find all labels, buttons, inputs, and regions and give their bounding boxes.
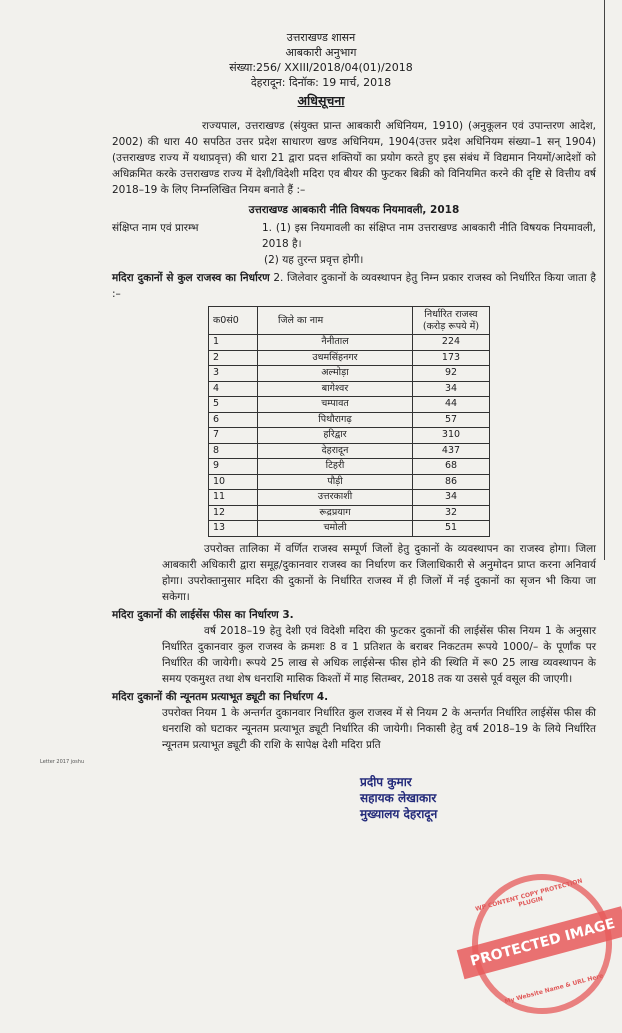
revenue-cell: 437 <box>413 443 490 459</box>
watermark-top-text: WP CONTENT COPY PROTECTION PLUGIN <box>474 877 584 913</box>
revenue-cell: 224 <box>413 335 490 351</box>
table-row <box>209 443 490 459</box>
rules-title: उत्तराखण्ड आबकारी नीति विषयक नियमावली, 2018 <box>248 204 460 216</box>
rule3-text: वर्ष 2018–19 हेतु देशी एवं विदेशी मदिरा की फुटकर दुकानों की लाईसेंस फीस नियम 1 के अनुसार निर्धारित दुकानवार कुल राजस्व के क्रमशः 8 व 1 प्रतिशत के बराबर निकटतम रूपये 1000/– के पूर्णांक पर निर्धारित की जायेगी। रूपये 25 लाख से अधिक लाईसेन्स फीस होने की स्थिति में रू0 25 लाख व्यवस्थापन के समय एकमुश्त तथा शेष धनराशि मासिक किश्तों में माह सितम्बर, 2018 तक या उससे पूर्व वसूल की जाएगी। <box>162 624 596 685</box>
rule1 <box>112 220 596 268</box>
rule1-side-heading: संक्षिप्त नाम एवं प्रारम्भ <box>112 222 199 234</box>
table-row <box>209 397 490 413</box>
table-row <box>209 474 490 490</box>
table-row <box>209 490 490 506</box>
revenue-cell: 51 <box>413 521 490 537</box>
district-cell: पिथौरागढ़ <box>258 412 413 428</box>
rule4-heading: मदिरा दुकानों की न्यूनतम प्रत्याभूत ड्यूटी का निर्धारण 4. <box>112 690 329 703</box>
header-revenue: निर्धारित राजस्व (करोड़ रूपये में) <box>413 307 490 335</box>
signatory-designation: सहायक लेखाकार <box>360 790 437 805</box>
serial-cell: 13 <box>209 521 258 537</box>
district-cell: देहरादून <box>258 443 413 459</box>
district-cell: चमोली <box>258 521 413 537</box>
page-title: अधिसूचना <box>297 93 345 108</box>
rule3-heading: मदिरा दुकानों की लाईसेंस फीस का निर्धारण 3. <box>112 608 294 621</box>
district-cell: टिहरी <box>258 459 413 475</box>
govt-name: उत्तराखण्ड शासन <box>286 31 356 44</box>
revenue-cell: 173 <box>413 350 490 366</box>
header-district: जिले का नाम <box>258 307 413 335</box>
rule1-text: 1. (1) इस नियमावली का संक्षिप्त नाम उत्तराखण्ड आबकारी नीति विषयक नियमावली, 2018 है। <box>262 222 596 250</box>
document-body <box>40 118 596 822</box>
table-row <box>209 459 490 475</box>
table-row <box>209 350 490 366</box>
signatory-name: प्रदीप कुमार <box>360 774 412 789</box>
district-cell: बागेश्वर <box>258 381 413 397</box>
serial-cell: 2 <box>209 350 258 366</box>
table-row <box>209 428 490 444</box>
document-header <box>20 30 622 110</box>
revenue-table <box>208 306 490 537</box>
reference-number: संख्या:256/ XXIII/2018/04(01)/2018 <box>229 61 413 74</box>
rule2-paragraph <box>112 270 596 302</box>
revenue-cell: 34 <box>413 490 490 506</box>
table-row <box>209 412 490 428</box>
revenue-cell: 92 <box>413 366 490 382</box>
header-serial: क0सं0 <box>209 307 258 335</box>
rule4-text: उपरोक्त नियम 1 के अन्तर्गत दुकानवार निर्धारित कुल राजस्व में से नियम 2 के अन्तर्गत निर्धारित लाईसेंस फीस की धनराशि को घटाकर न्यूनतम प्रत्याभूत ड्यूटी निर्धारित की जायेगी। निकासी हेतु वर्ष 2018–19 के लिये निर्धारित न्यूनतम प्रत्याभूत ड्यूटी की राशि के सापेक्ष देशी मदिरा प्रति <box>162 706 596 751</box>
rule2-after-table: उपरोक्त तालिका में वर्णित राजस्व सम्पूर्ण जिलों हेतु दुकानों के व्यवस्थापन का राजस्व होगा। जिला आबकारी अधिकारी द्वारा समूह/दुकानवार राजस्व का निर्धारण कर जिलाधिकारी से अनुमोदन प्राप्त करना अनिवार्य होगा। उपरोक्तानुसार मदिरा की दुकानों के निर्धारित राजस्व में ही जिलों में नई दुकानों का सृजन भी किया जा सकेगा। <box>162 542 596 603</box>
serial-cell: 8 <box>209 443 258 459</box>
serial-cell: 12 <box>209 505 258 521</box>
rule2-heading: मदिरा दुकानों से कुल राजस्व का निर्धारण <box>112 272 270 284</box>
district-cell: उधमसिंहनगर <box>258 350 413 366</box>
revenue-cell: 57 <box>413 412 490 428</box>
district-cell: रूद्रप्रयाग <box>258 505 413 521</box>
preamble: राज्यपाल, उत्तराखण्ड (संयुक्त प्रान्त आबकारी अधिनियम, 1910) (अनुकूलन एवं उपान्तरण आदेश, 2002) की धारा 40 सपठित उत्तर प्रदेश साधारण खण्ड अधिनियम, 1904(उत्तर प्रदेश अधिनियम संख्या–1 सन् 1904)(उत्तराखण्ड राज्य में यथाप्रवृत्त) की धारा 21 द्वारा प्रदत्त शक्तियों का प्रयोग करते हुए इस संबंध में विद्यमान नियमों/आदेशों को अधिक्रमित करके उत्तराखण्ड राज्य में देशी/विदेशी मदिरा एव बीयर की फुटकर बिक्री को विनियमित करने की दृष्टि से वित्तीय वर्ष 2018–19 के लिए निम्नलिखित नियम बनाते हैं :– <box>112 120 596 196</box>
table-row <box>209 521 490 537</box>
serial-cell: 11 <box>209 490 258 506</box>
revenue-cell: 32 <box>413 505 490 521</box>
table-row <box>209 335 490 351</box>
rule2-text: 2. जिलेवार दुकानों के व्यवस्थापन हेतु निम्न प्रकार राजस्व को निर्धारित किया जाता है :– <box>112 272 596 300</box>
watermark-band-text: PROTECTED IMAGE <box>457 906 622 979</box>
district-cell: उत्तरकाशी <box>258 490 413 506</box>
protected-image-watermark <box>456 858 622 1029</box>
serial-cell: 6 <box>209 412 258 428</box>
district-cell: चम्पावत <box>258 397 413 413</box>
serial-cell: 9 <box>209 459 258 475</box>
serial-cell: 3 <box>209 366 258 382</box>
serial-cell: 7 <box>209 428 258 444</box>
revenue-cell: 34 <box>413 381 490 397</box>
table-row <box>209 505 490 521</box>
footer-note: Letter 2017 joshu <box>40 758 85 765</box>
serial-cell: 4 <box>209 381 258 397</box>
department: आबकारी अनुभाग <box>285 46 357 59</box>
district-cell: पौड़ी <box>258 474 413 490</box>
revenue-cell: 86 <box>413 474 490 490</box>
revenue-cell: 310 <box>413 428 490 444</box>
signatory-office: मुख्यालय देहरादून <box>360 806 438 821</box>
table-row <box>209 366 490 382</box>
document-date: देहरादून: दिनॉक: 19 मार्च, 2018 <box>250 76 392 89</box>
watermark-bottom-text: My Website Name & URL Here <box>504 972 605 1006</box>
serial-cell: 5 <box>209 397 258 413</box>
serial-cell: 1 <box>209 335 258 351</box>
district-cell: हरिद्वार <box>258 428 413 444</box>
table-row <box>209 381 490 397</box>
district-cell: नैनीताल <box>258 335 413 351</box>
rule1-subtext: (2) यह तुरन्त प्रवृत्त होगी। <box>264 254 364 266</box>
revenue-cell: 44 <box>413 397 490 413</box>
district-cell: अल्मोड़ा <box>258 366 413 382</box>
revenue-cell: 68 <box>413 459 490 475</box>
serial-cell: 10 <box>209 474 258 490</box>
signature-block <box>360 774 596 822</box>
